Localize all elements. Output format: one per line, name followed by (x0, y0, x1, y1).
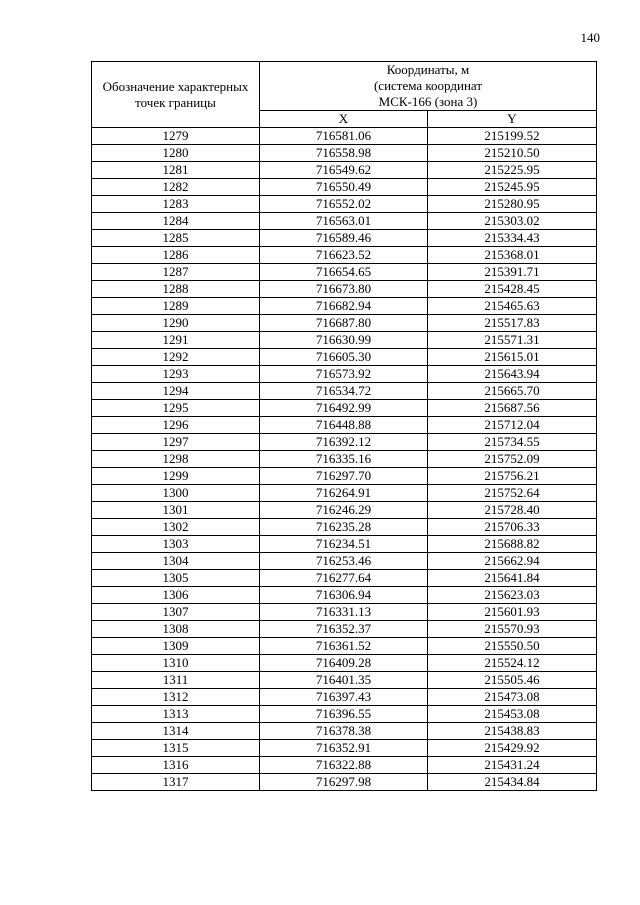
table-row (92, 723, 597, 740)
y-coordinate-cell: 215473.08 (428, 689, 597, 706)
table-row (92, 468, 597, 485)
table-row (92, 383, 597, 400)
y-column-header: Y (428, 111, 597, 128)
table-row (92, 247, 597, 264)
table-row (92, 774, 597, 791)
x-coordinate-cell: 716550.49 (260, 179, 428, 196)
y-coordinate-cell: 215429.92 (428, 740, 597, 757)
x-coordinate-cell: 716558.98 (260, 145, 428, 162)
y-coordinate-cell: 215665.70 (428, 383, 597, 400)
y-coordinate-cell: 215550.50 (428, 638, 597, 655)
x-coordinate-cell: 716352.91 (260, 740, 428, 757)
table-row (92, 128, 597, 145)
y-coordinate-cell: 215571.31 (428, 332, 597, 349)
table-row (92, 672, 597, 689)
point-id-cell: 1317 (92, 774, 260, 791)
table-row (92, 230, 597, 247)
x-coordinate-cell: 716552.02 (260, 196, 428, 213)
x-column-header: X (260, 111, 428, 128)
y-coordinate-cell: 215280.95 (428, 196, 597, 213)
point-id-cell: 1315 (92, 740, 260, 757)
table-row (92, 638, 597, 655)
x-coordinate-cell: 716378.38 (260, 723, 428, 740)
x-coordinate-cell: 716630.99 (260, 332, 428, 349)
x-coordinate-cell: 716297.98 (260, 774, 428, 791)
coordinates-subtitle-1: (система координат (373, 78, 483, 93)
x-coordinate-cell: 716573.92 (260, 366, 428, 383)
x-coordinate-cell: 716396.55 (260, 706, 428, 723)
table-row (92, 604, 597, 621)
table-row (92, 706, 597, 723)
table-row (92, 298, 597, 315)
x-coordinate-cell: 716654.65 (260, 264, 428, 281)
y-coordinate-cell: 215391.71 (428, 264, 597, 281)
point-id-cell: 1309 (92, 638, 260, 655)
coordinates-subtitle-2: МСК-166 (зона 3) (378, 94, 478, 109)
point-id-cell: 1280 (92, 145, 260, 162)
point-id-cell: 1308 (92, 621, 260, 638)
table-row (92, 162, 597, 179)
x-coordinate-cell: 716581.06 (260, 128, 428, 145)
point-id-cell: 1296 (92, 417, 260, 434)
table-row (92, 485, 597, 502)
x-coordinate-cell: 716322.88 (260, 757, 428, 774)
table-row (92, 264, 597, 281)
y-coordinate-cell: 215752.09 (428, 451, 597, 468)
table-row (92, 400, 597, 417)
x-coordinate-cell: 716234.51 (260, 536, 428, 553)
x-coordinate-cell: 716549.62 (260, 162, 428, 179)
x-coordinate-cell: 716623.52 (260, 247, 428, 264)
table-row (92, 281, 597, 298)
y-coordinate-cell: 215303.02 (428, 213, 597, 230)
x-coordinate-cell: 716563.01 (260, 213, 428, 230)
table-row (92, 213, 597, 230)
x-coordinate-cell: 716448.88 (260, 417, 428, 434)
y-coordinate-cell: 215688.82 (428, 536, 597, 553)
x-coordinate-cell: 716682.94 (260, 298, 428, 315)
table-row (92, 315, 597, 332)
y-coordinate-cell: 215453.08 (428, 706, 597, 723)
table-body (92, 128, 597, 791)
point-id-cell: 1287 (92, 264, 260, 281)
y-coordinate-cell: 215712.04 (428, 417, 597, 434)
x-coordinate-cell: 716306.94 (260, 587, 428, 604)
point-id-cell: 1303 (92, 536, 260, 553)
x-coordinate-cell: 716687.80 (260, 315, 428, 332)
point-id-cell: 1294 (92, 383, 260, 400)
point-id-cell: 1283 (92, 196, 260, 213)
y-coordinate-cell: 215225.95 (428, 162, 597, 179)
point-id-cell: 1293 (92, 366, 260, 383)
table-row (92, 570, 597, 587)
x-coordinate-cell: 716605.30 (260, 349, 428, 366)
x-coordinate-cell: 716409.28 (260, 655, 428, 672)
point-designation-header: Обозначение характерных точек границы (92, 62, 260, 128)
y-coordinate-cell: 215517.83 (428, 315, 597, 332)
table-row (92, 349, 597, 366)
y-coordinate-cell: 215615.01 (428, 349, 597, 366)
table-row (92, 621, 597, 638)
table-row (92, 740, 597, 757)
x-coordinate-cell: 716331.13 (260, 604, 428, 621)
table-row (92, 179, 597, 196)
table-row (92, 519, 597, 536)
point-id-cell: 1310 (92, 655, 260, 672)
point-id-cell: 1284 (92, 213, 260, 230)
x-coordinate-cell: 716253.46 (260, 553, 428, 570)
point-id-cell: 1312 (92, 689, 260, 706)
point-id-cell: 1289 (92, 298, 260, 315)
x-coordinate-cell: 716392.12 (260, 434, 428, 451)
table-row (92, 757, 597, 774)
point-id-cell: 1300 (92, 485, 260, 502)
y-coordinate-cell: 215199.52 (428, 128, 597, 145)
table-row (92, 655, 597, 672)
point-id-cell: 1290 (92, 315, 260, 332)
x-coordinate-cell: 716264.91 (260, 485, 428, 502)
table-row (92, 434, 597, 451)
y-coordinate-cell: 215662.94 (428, 553, 597, 570)
y-coordinate-cell: 215505.46 (428, 672, 597, 689)
y-coordinate-cell: 215728.40 (428, 502, 597, 519)
y-coordinate-cell: 215734.55 (428, 434, 597, 451)
point-id-cell: 1297 (92, 434, 260, 451)
point-id-cell: 1279 (92, 128, 260, 145)
y-coordinate-cell: 215438.83 (428, 723, 597, 740)
y-coordinate-cell: 215687.56 (428, 400, 597, 417)
point-id-cell: 1316 (92, 757, 260, 774)
point-id-cell: 1281 (92, 162, 260, 179)
table-row (92, 536, 597, 553)
point-id-cell: 1292 (92, 349, 260, 366)
point-id-cell: 1285 (92, 230, 260, 247)
y-coordinate-cell: 215623.03 (428, 587, 597, 604)
y-coordinate-cell: 215368.01 (428, 247, 597, 264)
table-row (92, 502, 597, 519)
point-id-cell: 1302 (92, 519, 260, 536)
point-id-cell: 1306 (92, 587, 260, 604)
y-coordinate-cell: 215706.33 (428, 519, 597, 536)
point-id-cell: 1314 (92, 723, 260, 740)
coordinates-header (260, 62, 597, 111)
x-coordinate-cell: 716492.99 (260, 400, 428, 417)
y-coordinate-cell: 215428.45 (428, 281, 597, 298)
point-id-cell: 1298 (92, 451, 260, 468)
point-id-cell: 1295 (92, 400, 260, 417)
point-id-cell: 1304 (92, 553, 260, 570)
x-coordinate-cell: 716589.46 (260, 230, 428, 247)
y-coordinate-cell: 215431.24 (428, 757, 597, 774)
point-id-cell: 1305 (92, 570, 260, 587)
point-id-cell: 1307 (92, 604, 260, 621)
table-row (92, 451, 597, 468)
point-id-cell: 1311 (92, 672, 260, 689)
y-coordinate-cell: 215434.84 (428, 774, 597, 791)
table-row (92, 366, 597, 383)
table-row (92, 332, 597, 349)
x-coordinate-cell: 716352.37 (260, 621, 428, 638)
table-row (92, 417, 597, 434)
table-row (92, 553, 597, 570)
x-coordinate-cell: 716397.43 (260, 689, 428, 706)
x-coordinate-cell: 716235.28 (260, 519, 428, 536)
point-id-cell: 1301 (92, 502, 260, 519)
y-coordinate-cell: 215752.64 (428, 485, 597, 502)
x-coordinate-cell: 716277.64 (260, 570, 428, 587)
table-row (92, 196, 597, 213)
y-coordinate-cell: 215465.63 (428, 298, 597, 315)
point-id-cell: 1282 (92, 179, 260, 196)
y-coordinate-cell: 215601.93 (428, 604, 597, 621)
y-coordinate-cell: 215756.21 (428, 468, 597, 485)
x-coordinate-cell: 716246.29 (260, 502, 428, 519)
y-coordinate-cell: 215334.43 (428, 230, 597, 247)
y-coordinate-cell: 215570.93 (428, 621, 597, 638)
y-coordinate-cell: 215245.95 (428, 179, 597, 196)
y-coordinate-cell: 215643.94 (428, 366, 597, 383)
x-coordinate-cell: 716673.80 (260, 281, 428, 298)
coordinates-table (91, 61, 597, 791)
page-number: 140 (580, 30, 600, 45)
y-coordinate-cell: 215210.50 (428, 145, 597, 162)
table-row (92, 689, 597, 706)
point-id-cell: 1286 (92, 247, 260, 264)
x-coordinate-cell: 716297.70 (260, 468, 428, 485)
y-coordinate-cell: 215641.84 (428, 570, 597, 587)
x-coordinate-cell: 716534.72 (260, 383, 428, 400)
point-id-cell: 1299 (92, 468, 260, 485)
table-row (92, 145, 597, 162)
point-id-cell: 1313 (92, 706, 260, 723)
x-coordinate-cell: 716335.16 (260, 451, 428, 468)
y-coordinate-cell: 215524.12 (428, 655, 597, 672)
point-id-cell: 1288 (92, 281, 260, 298)
coordinates-title: Координаты, м (386, 62, 470, 77)
x-coordinate-cell: 716401.35 (260, 672, 428, 689)
table-row (92, 587, 597, 604)
point-id-cell: 1291 (92, 332, 260, 349)
x-coordinate-cell: 716361.52 (260, 638, 428, 655)
